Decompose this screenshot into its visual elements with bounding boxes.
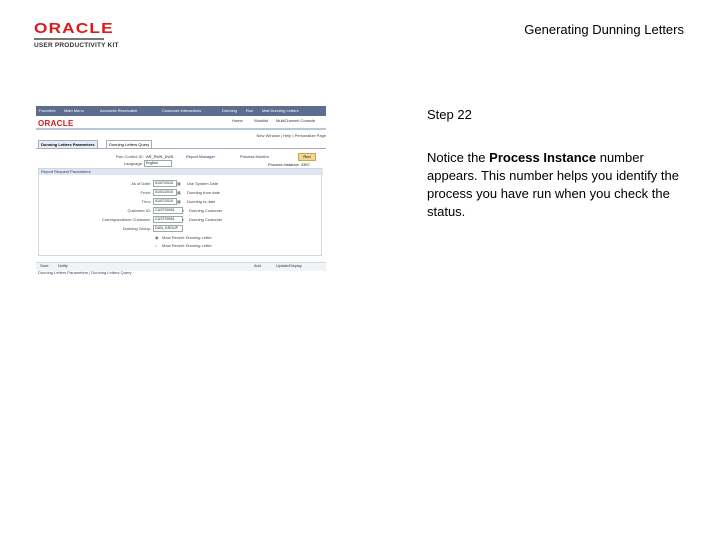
menu-bar: [36, 106, 326, 116]
menu-run[interactable]: Run: [246, 108, 254, 113]
corr-customer-input[interactable]: CUST00001: [153, 216, 183, 223]
tab-query[interactable]: Dunning Letters Query: [106, 140, 152, 148]
lookup-icon[interactable]: ⌕: [182, 217, 185, 222]
as-of-date-input[interactable]: 01/07/2010: [153, 180, 177, 187]
process-monitor-link[interactable]: Process Monitor: [240, 154, 269, 159]
logo-subtitle: USER PRODUCTIVITY KIT: [34, 42, 119, 49]
nav-home[interactable]: Home: [232, 118, 243, 123]
logo-divider: [34, 38, 104, 40]
dunning-group-label: Dunning Group:: [122, 226, 151, 231]
step-label: Step 22: [427, 107, 472, 122]
from-note: Dunning from date: [187, 190, 220, 195]
instruction-text-2: number appears. This number helps you identify the process you have run when you check the status.: [427, 150, 679, 219]
run-control-label: Run Control ID:: [116, 154, 144, 159]
menu-ar[interactable]: Accounts Receivable: [100, 108, 138, 113]
peoplesoft-screenshot: [36, 106, 326, 276]
language-select[interactable]: English: [144, 160, 172, 167]
thru-label: Thru:: [141, 199, 151, 204]
report-manager-link[interactable]: Report Manager: [186, 154, 215, 159]
thru-note: Dunning to date: [187, 199, 216, 204]
calendar-icon[interactable]: ▦: [177, 199, 181, 204]
step-instruction: [427, 149, 689, 221]
tab-parameters[interactable]: Dunning Letters Parameters: [38, 140, 98, 148]
add-button[interactable]: Add: [254, 264, 261, 268]
instruction-text-1: Notice the: [427, 150, 490, 165]
menu-favorites[interactable]: Favorites: [39, 108, 56, 113]
menu-dunning[interactable]: Dunning: [222, 108, 237, 113]
menu-mail-dunning[interactable]: Mail Dunning Letters: [262, 108, 299, 113]
option-most-recent: Most Recent Dunning Letter: [162, 235, 212, 240]
customer-id-input[interactable]: CUST00001: [153, 207, 183, 214]
corr-customer-label: Correspondence Customer:: [101, 217, 151, 222]
lookup-icon[interactable]: ⌕: [182, 208, 185, 213]
oracle-upk-logo: [34, 22, 126, 49]
menu-customer-interactions[interactable]: Customer Interactions: [162, 108, 202, 113]
as-of-date-note: Use System Date: [187, 181, 219, 186]
dunning-group-input[interactable]: DUN_GROUP: [153, 225, 183, 232]
customer-id-label: Customer ID:: [127, 208, 151, 213]
footer-links[interactable]: Dunning Letters Parameters | Dunning Letters Query: [38, 270, 132, 275]
nav-multichannel[interactable]: MultiChannel Console: [276, 118, 316, 123]
tab-divider: [36, 148, 326, 149]
notify-button[interactable]: Notify: [58, 264, 68, 268]
corr-customer-note: Dunning Customer: [189, 217, 223, 222]
tool-links[interactable]: New Window | Help | Personalize Page: [256, 133, 326, 138]
menu-main[interactable]: Main Menu: [64, 108, 84, 113]
radio-selected-icon[interactable]: ◉: [155, 235, 159, 240]
save-button[interactable]: Save: [40, 264, 49, 268]
run-button[interactable]: Run: [298, 153, 316, 161]
process-instance: Process Instance: 4357: [268, 162, 310, 167]
header-divider: [36, 128, 326, 130]
page-title: Generating Dunning Letters: [524, 22, 684, 37]
radio-icon[interactable]: ○: [155, 243, 158, 248]
report-request-parameters: [38, 168, 322, 256]
from-label: From:: [140, 190, 151, 195]
update-display-button[interactable]: Update/Display: [276, 264, 302, 268]
from-input[interactable]: 01/01/2010: [153, 189, 177, 196]
calendar-icon[interactable]: ▦: [177, 190, 181, 195]
language-label: Language:: [124, 161, 143, 166]
nav-worklist[interactable]: Worklist: [254, 118, 269, 123]
app-brand: ORACLE: [38, 119, 74, 128]
section-title: Report Request Parameters: [39, 169, 323, 175]
calendar-icon[interactable]: ▦: [177, 181, 181, 186]
customer-id-note: Dunning Customer: [189, 208, 223, 213]
thru-input[interactable]: 01/07/2010: [153, 198, 177, 205]
option-history: Most Recent Dunning Letter: [162, 243, 212, 248]
logo-brand: ORACLE: [34, 20, 114, 37]
as-of-date-label: As of Date:: [131, 181, 151, 186]
instruction-bold: Process Instance: [489, 150, 597, 165]
run-control-value: AR_RUN_DUN: [146, 154, 174, 159]
